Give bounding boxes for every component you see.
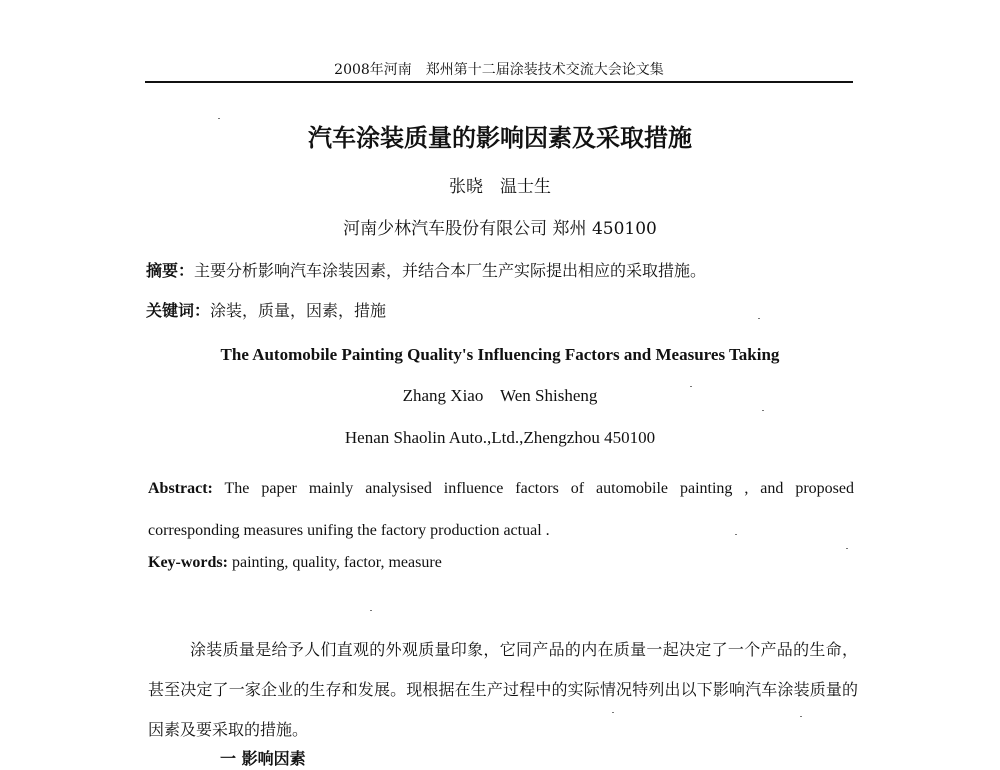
authors-cn: 张晓 温士生 (449, 177, 551, 197)
keywords-en (148, 551, 854, 575)
abstract-en-label: Abstract: (148, 480, 213, 497)
abstract-cn-text: 主要分析影响汽车涂装因素，并结合本厂生产实际提出相应的采取措施。 (194, 261, 707, 280)
keywords-en-label: Key-words: (148, 554, 228, 571)
abstract-en (148, 468, 854, 552)
scan-speck (762, 410, 764, 411)
affiliation-cn: 河南少林汽车股份有限公司 郑州 450100 (343, 219, 657, 239)
keywords-cn-text: 涂装，质量，因素，措施 (210, 301, 387, 320)
scan-speck (800, 716, 802, 717)
scan-speck (612, 712, 614, 713)
scan-speck (846, 548, 848, 549)
authors-en: Zhang Xiao Wen Shisheng (402, 386, 598, 405)
abstract-en-text: The paper mainly analysised influence factors of automobile painting , and proposed corresponding measures unifing the factory production actual . (148, 480, 854, 539)
scan-speck (758, 318, 760, 319)
keywords-en-text: painting, quality, factor, measure (227, 554, 442, 571)
header-rule (145, 81, 853, 83)
body-paragraph: 涂装质量是给予人们直观的外观质量印象，它同产品的内在质量一起决定了一个产品的生命，甚至决定了一家企业的生存和发展。现根据在生产过程中的实际情况特列出以下影响汽车涂装质量的因素及要采取的措施。 (148, 640, 858, 739)
running-header: 2008年河南 郑州第十二届涂装技术交流大会论文集 (334, 62, 664, 78)
affiliation-en: Henan Shaolin Auto.,Ltd.,Zhengzhou 450100 (344, 428, 656, 447)
abstract-cn (146, 260, 866, 282)
paper-title-en: The Automobile Painting Quality's Influencing Factors and Measures Taking (220, 345, 780, 364)
keywords-cn-label: 关键词： (146, 301, 211, 320)
scan-speck (735, 534, 737, 535)
scan-speck (690, 386, 692, 387)
abstract-cn-label: 摘要： (146, 261, 195, 280)
section-heading: 一 影响因素 (220, 749, 306, 768)
paper-title-cn: 汽车涂装质量的影响因素及采取措施 (308, 123, 692, 152)
scan-speck (370, 610, 372, 611)
scan-speck (218, 118, 220, 119)
